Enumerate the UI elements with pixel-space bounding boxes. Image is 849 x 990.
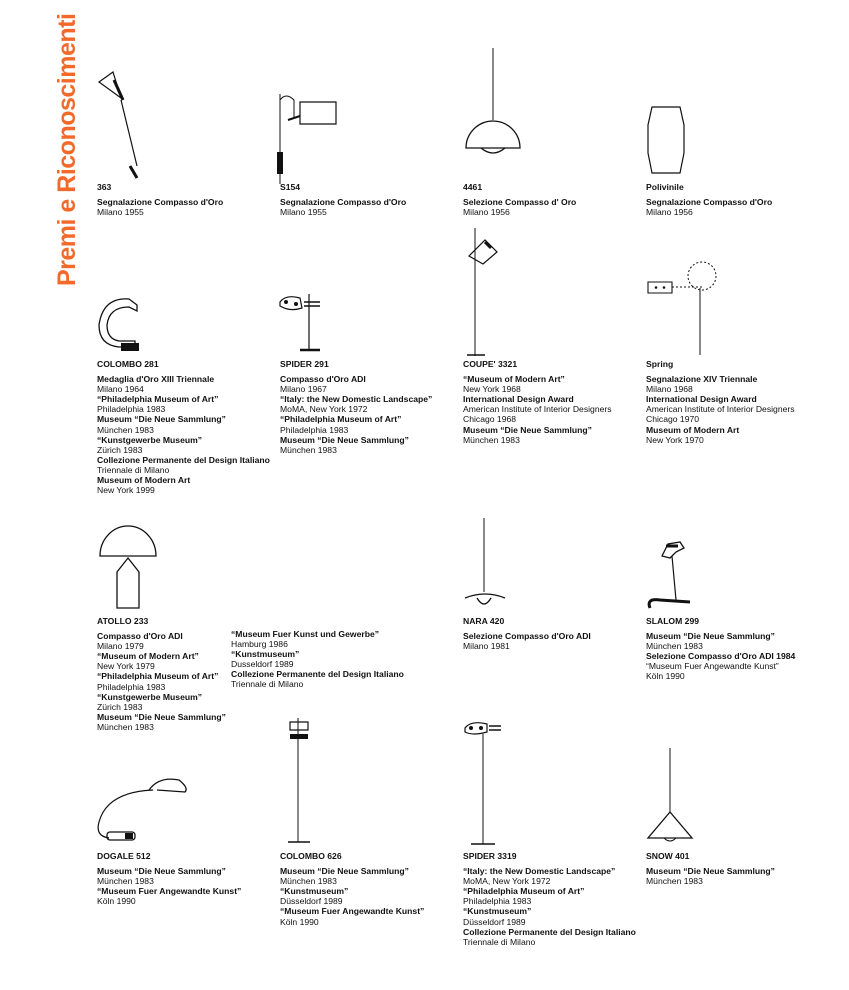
award-place-line: München 1983 (280, 444, 337, 455)
award-line: Selezione Compasso d' Oro (463, 197, 577, 208)
award-place-line: Köln 1990 (280, 916, 319, 927)
lamp-4461-info (463, 182, 576, 217)
lamp-s154-drawing (280, 92, 340, 184)
award-line: “Museum Fuer Angewandte Kunst” (280, 906, 425, 917)
award-place-line: “Museum Fuer Angewandte Kunst” (646, 661, 779, 672)
lamp-colombo-626-info (280, 851, 424, 927)
award-line: “Philadelphia Museum of Art” (97, 394, 219, 405)
award-place-line: Milano 1956 (646, 207, 693, 218)
award-place-line: München 1983 (97, 876, 154, 887)
award-place-line: MoMA, New York 1972 (463, 876, 551, 887)
award-line: Collezione Permanente del Design Italiano (231, 669, 404, 680)
lamp-name: SNOW 401 (646, 851, 690, 861)
award-line: Museum “Die Neue Sammlung” (280, 866, 409, 877)
award-place-line: Milano 1956 (463, 207, 510, 218)
award-line: Museum “Die Neue Sammlung” (463, 424, 592, 435)
lamp-snow-401-info (646, 851, 775, 886)
lamp-name: SPIDER 3319 (463, 851, 517, 861)
lamp-name: SPIDER 291 (280, 359, 329, 369)
lamp-slalom-299-drawing (646, 538, 694, 612)
award-place-line: Milano 1981 (463, 641, 510, 652)
lamp-name: 4461 (463, 182, 483, 192)
award-place-line: Philadelphia 1983 (463, 896, 532, 907)
lamp-363-info (97, 182, 223, 217)
lamp-spider-3319-drawing (463, 718, 503, 846)
award-place-line: Köln 1990 (646, 671, 685, 682)
award-place-line: American Institute of Interior Designers (646, 404, 795, 415)
award-line: “Museum Fuer Kunst und Gewerbe” (231, 629, 380, 639)
award-place-line: Milano 1955 (280, 207, 327, 218)
award-place-line: Triennale di Milano (97, 464, 170, 475)
award-place-line: New York 1968 (463, 384, 521, 395)
lamp-coupe-3321-drawing (463, 228, 503, 356)
lamp-colombo-281-info (97, 359, 270, 495)
lamp-slalom-299-info (646, 616, 795, 682)
lamp-name: COLOMBO 281 (97, 359, 159, 369)
award-place-line: München 1983 (97, 721, 154, 732)
award-place-line: Köln 1990 (97, 896, 136, 907)
lamp-s154-info (280, 182, 406, 217)
award-place-line: München 1983 (646, 876, 703, 887)
atollo-extra-info (231, 629, 404, 690)
lamp-name: Polivinile (646, 182, 684, 192)
lamp-name: ATOLLO 233 (97, 616, 149, 626)
award-place-line: Hamburg 1986 (231, 639, 288, 650)
award-place-line: Triennale di Milano (463, 936, 536, 947)
award-line: “Italy: the New Domestic Landscape” (280, 394, 433, 405)
award-place-line: Milano 1968 (646, 384, 693, 395)
lamp-name: S154 (280, 182, 301, 192)
lamp-spring-info (646, 359, 795, 445)
award-line: Selezione Compasso d'Oro ADI 1984 (646, 651, 796, 662)
award-place-line: Dusseldorf 1989 (231, 659, 294, 670)
award-line: Segnalazione Compasso d'Oro (646, 197, 773, 208)
lamp-name: NARA 420 (463, 616, 505, 626)
award-line: International Design Award (463, 394, 574, 405)
award-line: Collezione Permanente del Design Italiano (97, 454, 270, 465)
lamp-name: COLOMBO 626 (280, 851, 342, 861)
award-place-line: Milano 1967 (280, 384, 327, 395)
award-line: Medaglia d'Oro XIII Triennale (97, 374, 215, 385)
award-line: Museum of Modern Art (97, 475, 191, 486)
award-place-line: New York 1999 (97, 485, 155, 496)
lamp-colombo-626-drawing (280, 718, 320, 844)
award-line: Segnalazione Compasso d'Oro (97, 197, 224, 208)
lamp-name: COUPE' 3321 (463, 359, 518, 369)
lamp-name: DOGALE 512 (97, 851, 151, 861)
lamp-polivinile-drawing (646, 105, 686, 175)
award-place-line: Chicago 1970 (646, 414, 700, 425)
award-place-line: Philadelphia 1983 (280, 424, 349, 435)
award-line: Segnalazione Compasso d'Oro (280, 197, 407, 208)
award-place-line: New York 1970 (646, 434, 704, 445)
award-place-line: Milano 1979 (97, 641, 144, 652)
lamp-spider-3319-info (463, 851, 636, 947)
award-line: Compasso d'Oro ADI (280, 374, 366, 385)
award-place-line: Düsseldorf 1989 (280, 896, 343, 907)
award-line: Museum “Die Neue Sammlung” (97, 414, 226, 425)
award-line: Selezione Compasso d'Oro ADI (463, 631, 591, 642)
award-line: Collezione Permanente del Design Italiano (463, 926, 636, 937)
award-line: “Museum of Modern Art” (463, 374, 565, 385)
award-line: “Kunstmuseum” (463, 906, 532, 917)
award-line: “Museum of Modern Art” (97, 651, 199, 662)
lamp-name: Spring (646, 359, 674, 369)
award-line: “Italy: the New Domestic Landscape” (463, 866, 616, 877)
award-line: Museum of Modern Art (646, 424, 740, 435)
award-line: International Design Award (646, 394, 757, 405)
lamp-name: SLALOM 299 (646, 616, 700, 626)
lamp-colombo-281-drawing (97, 295, 141, 357)
lamp-name: 363 (97, 182, 112, 192)
award-line: Segnalazione XIV Triennale (646, 374, 758, 385)
lamp-atollo-233-info (97, 616, 226, 732)
lamp-363-drawing (97, 70, 137, 180)
award-line: “Philadelphia Museum of Art” (280, 414, 402, 425)
award-place-line: München 1983 (646, 641, 703, 652)
award-place-line: Chicago 1968 (463, 414, 517, 425)
lamp-dogale-512-drawing (97, 776, 191, 842)
award-place-line: Zürich 1983 (97, 701, 143, 712)
award-place-line: Philadelphia 1983 (97, 404, 166, 415)
award-place-line: American Institute of Interior Designers (463, 404, 612, 415)
lamp-spider-291-drawing (280, 292, 322, 354)
award-line: “Kunstgewerbe Museum” (97, 691, 203, 702)
lamp-nara-420-drawing (463, 518, 507, 608)
award-place-line: Milano 1955 (97, 207, 144, 218)
lamp-dogale-512-info (97, 851, 241, 906)
award-line: Museum “Die Neue Sammlung” (280, 434, 409, 445)
lamp-spider-291-info (280, 359, 432, 455)
award-place-line: Philadelphia 1983 (97, 681, 166, 692)
award-place-line: Zürich 1983 (97, 444, 143, 455)
award-place-line: Milano 1964 (97, 384, 144, 395)
lamp-spring-drawing (646, 258, 726, 356)
award-place-line: New York 1979 (97, 661, 155, 672)
award-place-line: MoMA, New York 1972 (280, 404, 368, 415)
lamp-coupe-3321-info (463, 359, 612, 445)
award-line: “Kunstgewerbe Museum” (97, 434, 203, 445)
award-line: Museum “Die Neue Sammlung” (646, 631, 775, 642)
award-place-line: München 1983 (463, 434, 520, 445)
page-title: Premi e Riconoscimenti (53, 13, 81, 286)
award-line: Museum “Die Neue Sammlung” (97, 866, 226, 877)
lamp-snow-401-drawing (646, 748, 694, 844)
award-place-line: Düsseldorf 1989 (463, 916, 526, 927)
lamp-atollo-233-drawing (97, 520, 159, 610)
award-line: “Philadelphia Museum of Art” (463, 886, 585, 897)
award-line: “Kunstmuseum” (280, 886, 349, 897)
award-line: “Philadelphia Museum of Art” (97, 671, 219, 682)
award-line: “Kunstmuseum” (231, 649, 300, 660)
lamp-polivinile-info (646, 182, 772, 217)
award-place-line: München 1983 (97, 424, 154, 435)
lamp-4461-drawing (463, 48, 523, 158)
award-place-line: Triennale di Milano (231, 679, 304, 690)
award-line: “Museum Fuer Angewandte Kunst” (97, 886, 242, 897)
award-place-line: München 1983 (280, 876, 337, 887)
award-line: Compasso d'Oro ADI (97, 631, 183, 642)
award-line: Museum “Die Neue Sammlung” (646, 866, 775, 877)
lamp-nara-420-info (463, 616, 591, 651)
award-line: Museum “Die Neue Sammlung” (97, 711, 226, 722)
